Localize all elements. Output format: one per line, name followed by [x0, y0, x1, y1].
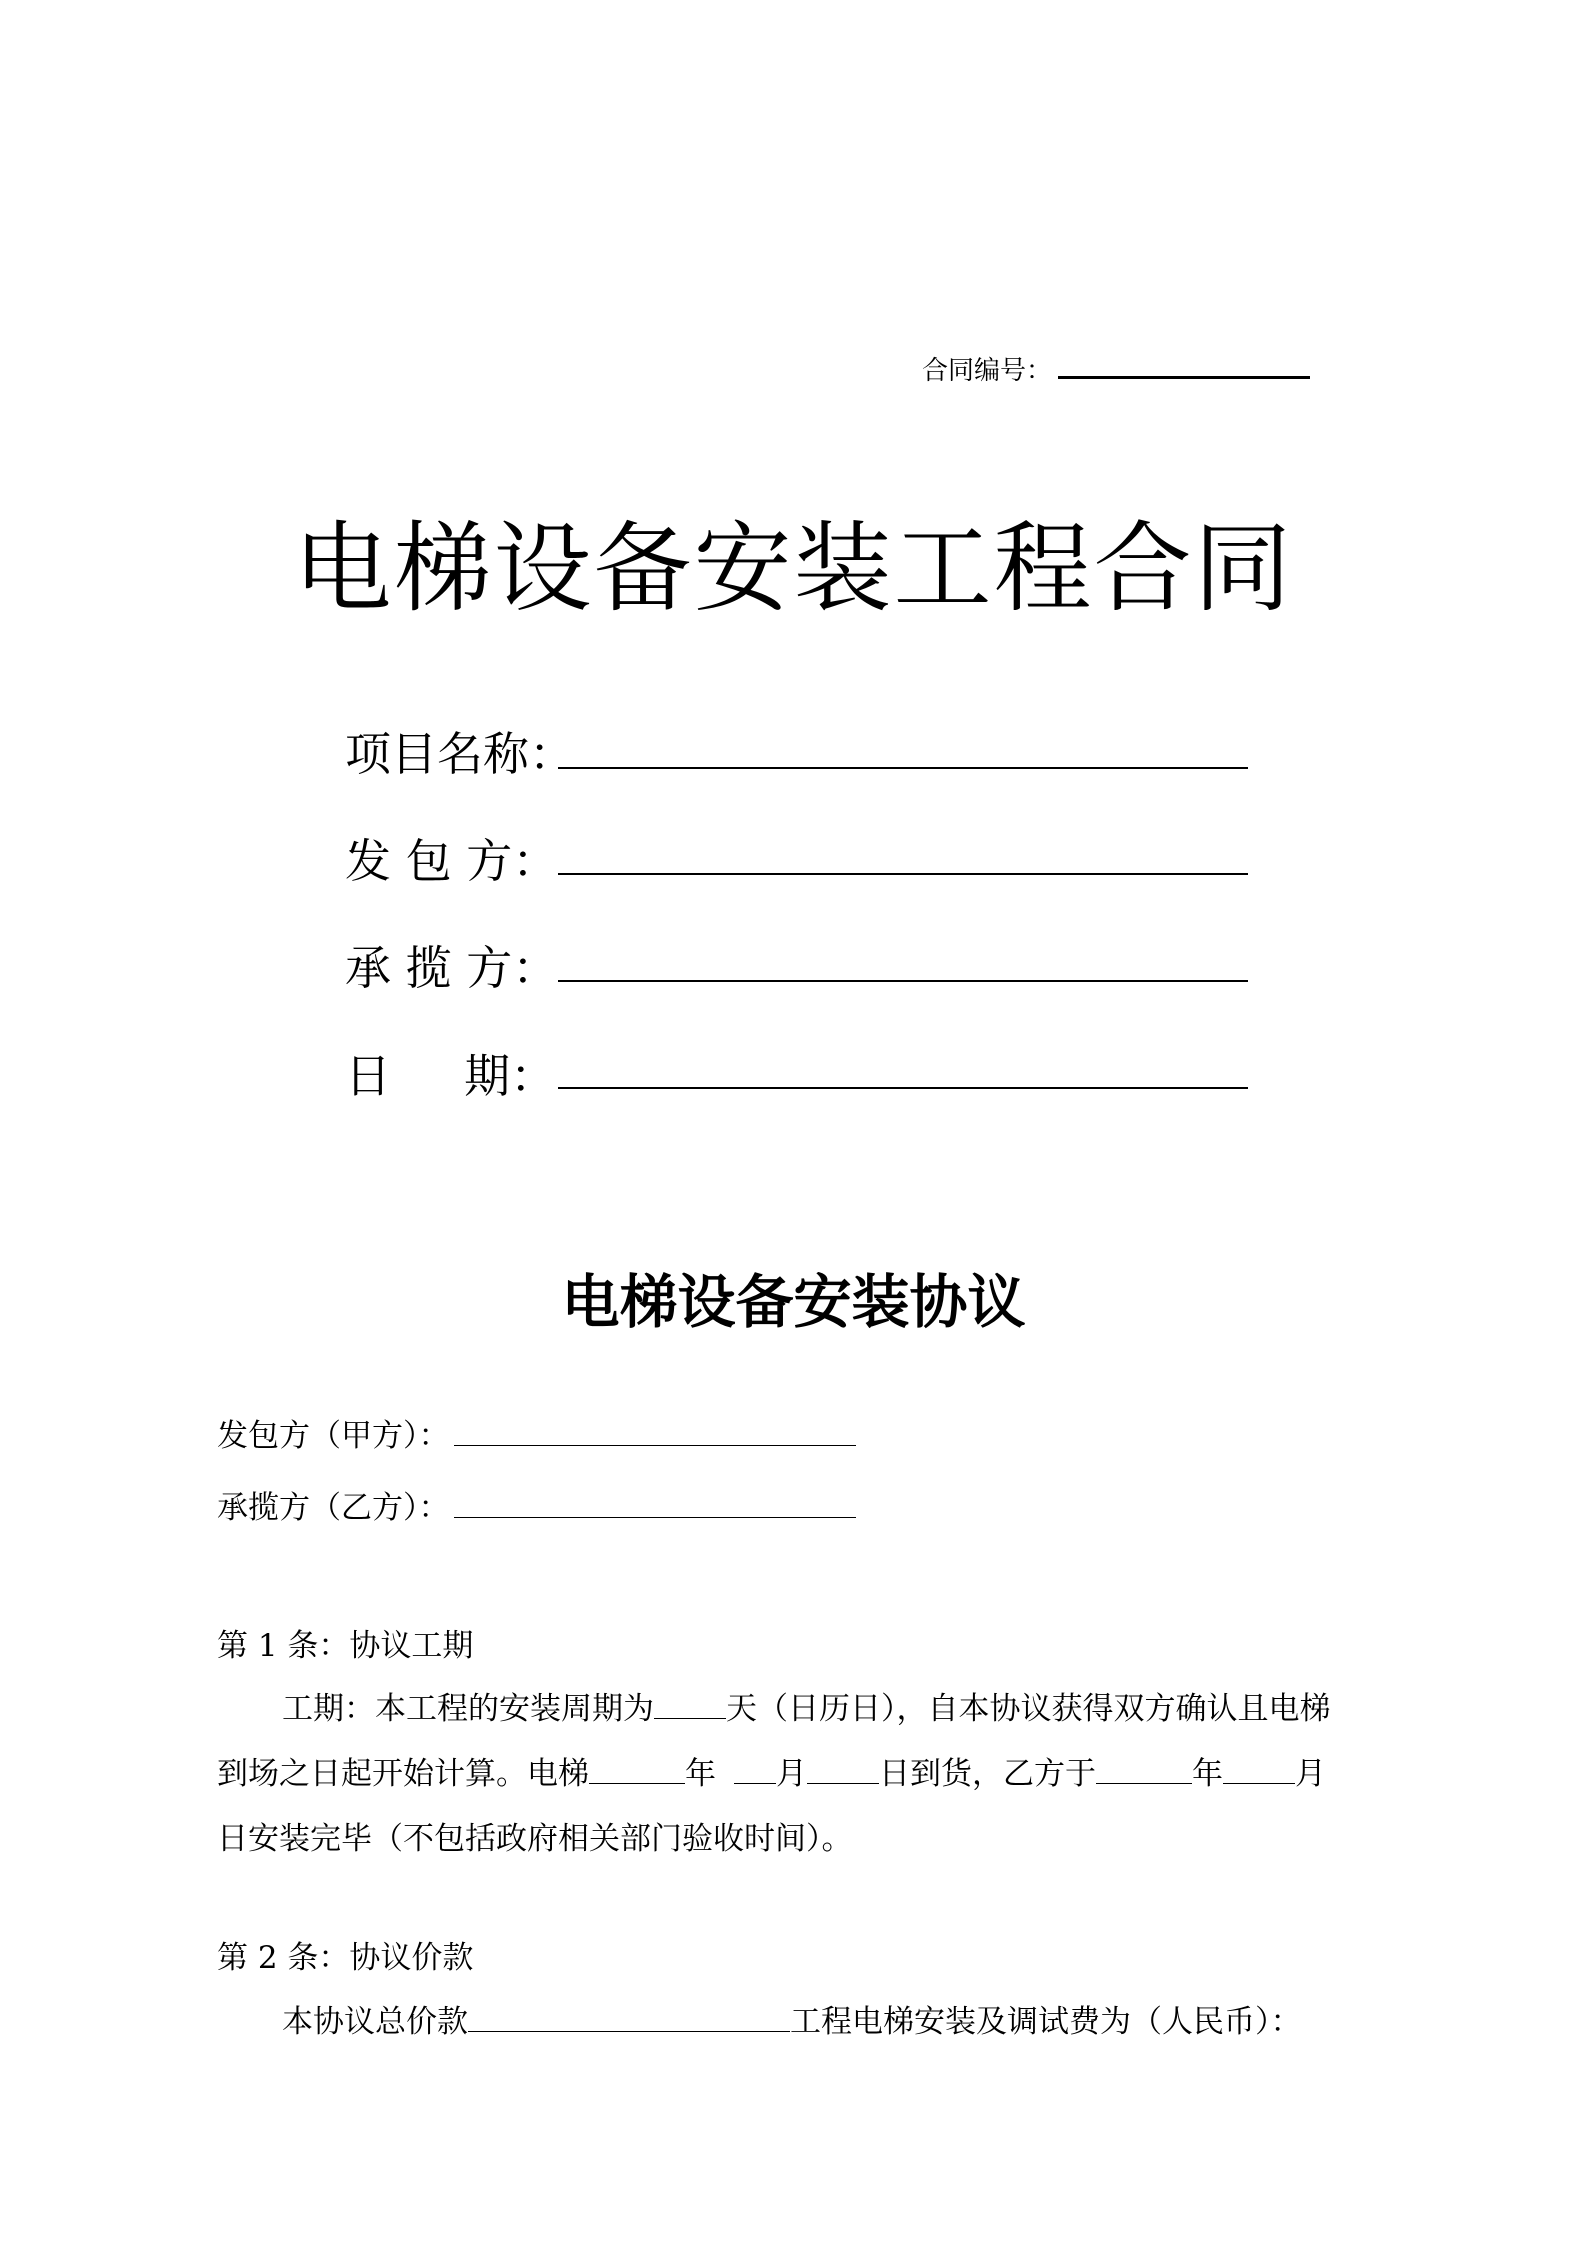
completion-year-blank[interactable] — [1096, 1782, 1192, 1784]
article-1-text: 月 — [776, 1756, 807, 1792]
article-2-line-1 — [282, 1996, 1302, 2041]
total-price-blank[interactable] — [468, 2030, 790, 2032]
project-name-label: 项目名称： — [345, 727, 575, 781]
article-1-text: 工期：本工程的安装周期为 — [282, 1691, 654, 1727]
article-2-heading: 第 2 条：协议价款 — [217, 1940, 474, 1976]
employer-label: 发 包 方： — [345, 834, 559, 888]
contract-number-label: 合同编号： — [922, 356, 1053, 386]
completion-month-blank[interactable] — [1223, 1782, 1295, 1784]
article-1-line-3: 日安装完毕（不包括政府相关部门验收时间）。 — [217, 1821, 853, 1857]
article-2-text: 工程电梯安装及调试费为（人民币）： — [790, 2004, 1302, 2040]
party-b-blank[interactable] — [454, 1516, 856, 1518]
page-title: 电梯设备安装工程合同 — [293, 512, 1294, 626]
contractor-label: 承 揽 方： — [345, 941, 559, 995]
party-a-label: 发包方（甲方）： — [217, 1418, 450, 1454]
contract-number — [922, 350, 1310, 387]
arrival-month-blank[interactable] — [734, 1782, 776, 1784]
employer-blank[interactable] — [558, 873, 1248, 875]
project-name-blank[interactable] — [558, 767, 1248, 769]
duration-days-blank[interactable] — [654, 1717, 726, 1719]
article-2-text: 本协议总价款 — [282, 2004, 468, 2040]
contractor-blank[interactable] — [558, 980, 1248, 982]
article-1-text: 到场之日起开始计算。电梯 — [217, 1756, 589, 1792]
date-blank[interactable] — [558, 1087, 1248, 1089]
contract-number-blank[interactable] — [1058, 375, 1310, 379]
article-1-line-1 — [282, 1683, 1331, 1728]
party-b-line — [217, 1482, 856, 1527]
date-label: 日 期： — [345, 1049, 557, 1103]
agreement-title: 电梯设备安装协议 — [561, 1268, 1026, 1336]
party-a-line — [217, 1410, 856, 1455]
article-1-line-2 — [217, 1748, 1326, 1793]
party-a-blank[interactable] — [454, 1444, 856, 1446]
party-b-label: 承揽方（乙方）： — [217, 1490, 450, 1526]
article-1-heading: 第 1 条：协议工期 — [217, 1628, 474, 1664]
article-1-text: 日到货，乙方于 — [879, 1756, 1096, 1792]
arrival-day-blank[interactable] — [807, 1782, 879, 1784]
article-1-text: 天（日历日），自本协议获得双方确认且电梯 — [726, 1691, 1331, 1727]
article-1-text: 年 — [685, 1756, 716, 1792]
arrival-year-blank[interactable] — [589, 1782, 685, 1784]
article-1-text: 月 — [1295, 1756, 1326, 1792]
article-1-text: 年 — [1192, 1756, 1223, 1792]
